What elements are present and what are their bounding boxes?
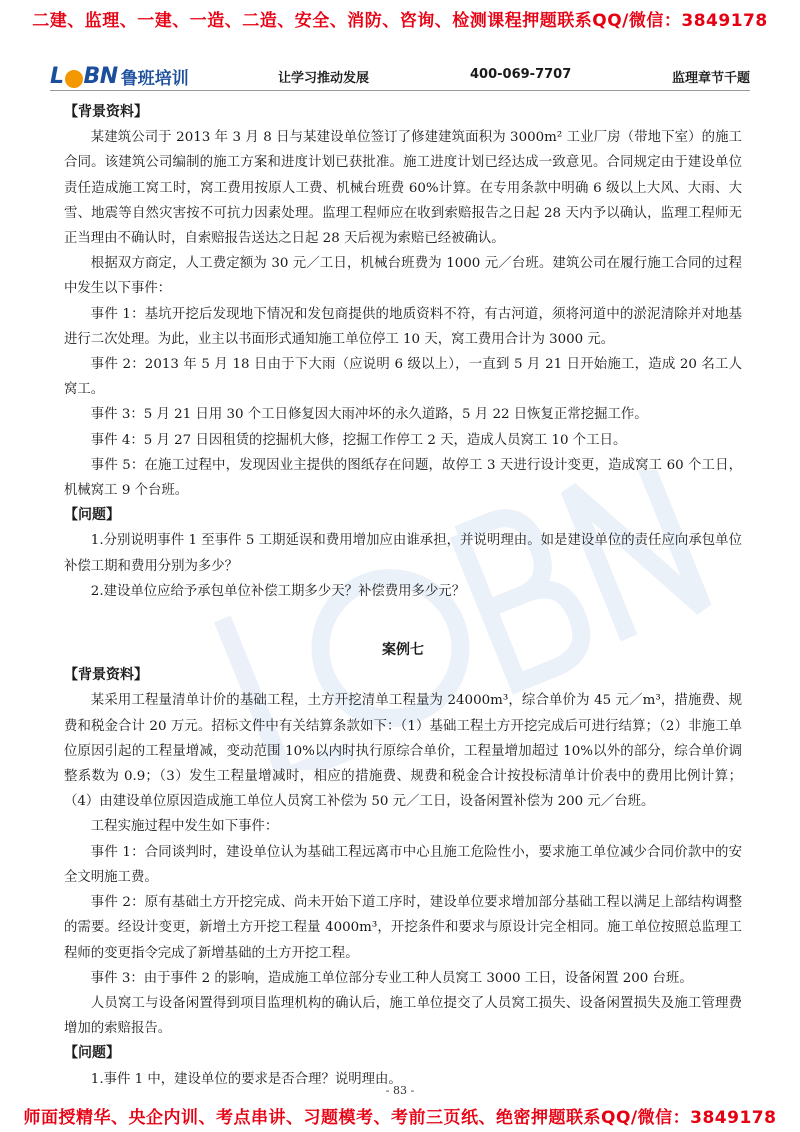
document-body [64, 100, 742, 1092]
page-number: - 83 - [385, 1084, 415, 1097]
logo-chinese: 鲁班培训 [120, 69, 189, 89]
case-title: 案例七 [382, 642, 424, 659]
header-phone: 400-069-7707 [470, 67, 572, 82]
section-heading: 【问题】 [64, 507, 120, 524]
header-slogan: 让学习推动发展 [278, 71, 370, 86]
section-heading: 【问题】 [64, 1045, 120, 1062]
question-item: 2.建设单位应给予承包单位补偿工期多少天？补偿费用多少元？ [90, 583, 466, 599]
section-heading: 【背景资料】 [64, 667, 148, 684]
lubang-logo [50, 64, 189, 89]
top-banner: 二建、监理、一建、一造、二造、安全、消防、咨询、检测课程押题联系QQ/微信：3849178 [32, 11, 768, 31]
paragraph: 人员窝工与设备闲置得到项目监理机构的确认后，施工单位提交了人员窝工损失、设备闲置损失及施工管理费增加的索赔报告。 [64, 995, 742, 1037]
bottom-banner: 师面授精华、央企内训、考点串讲、习题模考、考前三页纸、绝密押题联系QQ/微信：3849178 [23, 1108, 777, 1128]
logo-latin-rest: BN [83, 64, 118, 89]
question-item: 1.事件 1 中，建设单位的要求是否合理？说明理由。 [90, 1071, 402, 1087]
paragraph: 某建筑公司于 2013 年 3 月 8 日与某建设单位签订了修建建筑面积为 3000m² 工业厂房（带地下室）的施工合同。该建筑公司编制的施工方案和进度计划已获批准。施工进度计划已经达成一致意见。合同规定由于建设单位责任造成施工窝工时，窝工费用按原人工费、机械台班费 60%计算。在专用条款中明确 6 级以上大风、大雨、大雪、地震等自然灾害按不可抗力因素处理。监理工程师应在收到索赔报告之日起 28 天内予以确认，监理工程师无正当理由不确认时，自索赔报告送达之日起 28 天后视为索赔已经被确认。 [64, 130, 742, 247]
event-item: 事件 1：基坑开挖后发现地下情况和发包商提供的地质资料不符，有古河道，须将河道中的淤泥清除并对地基进行二次处理。为此，业主以书面形式通知施工单位停工 10 天，窝工费用合计为 3000 元。 [64, 306, 742, 347]
header-divider [50, 90, 750, 91]
paragraph: 某采用工程量清单计价的基础工程，土方开挖清单工程量为 24000m³，综合单价为 45 元／m³，措施费、规费和税金合计 20 万元。招标文件中有关结算条款如下：（1）基础工程土方开挖完成后可进行结算；（2）非施工单位原因引起的工程量增减，变动范围 10%以内时执行原综合单价，工程量增加超过 10%以外的部分，综合单价调整系数为 0.9；（3）发生工程量增减时，相应的措施费、规费和税金合计按投标清单计价表中的费用比例计算；（4）由建设单位原因造成施工单位人员窝工补偿为 50 元／工日，设备闲置补偿为 200 元／台班。 [64, 693, 742, 810]
event-item: 事件 1：合同谈判时，建设单位认为基础工程远离市中心且施工危险性小，要求施工单位减少合同价款中的安全文明施工费。 [64, 844, 742, 885]
event-item: 事件 4：5 月 27 日因租赁的挖掘机大修，挖掘工作停工 2 天，造成人员窝工 10 个工日。 [90, 432, 627, 448]
event-item: 事件 3：5 月 21 日用 30 个工日修复因大雨冲坏的永久道路，5 月 22 日恢复正常挖掘工作。 [90, 407, 648, 423]
logo-latin-first: L [50, 64, 64, 89]
logo-circle-icon [65, 70, 83, 88]
spacer [64, 604, 742, 638]
header-doc-label: 监理章节千题 [671, 71, 750, 86]
event-item: 事件 3：由于事件 2 的影响，造成施工单位部分专业工种人员窝工 3000 工日，设备闲置 200 台班。 [90, 970, 693, 986]
paragraph: 根据双方商定，人工费定额为 30 元／工日，机械台班费为 1000 元／台班。建筑公司在履行施工合同的过程中发生以下事件： [64, 256, 742, 297]
event-item: 事件 2：原有基础土方开挖完成、尚未开始下道工序时，建设单位要求增加部分基础工程以满足上部结构调整的需要。经设计变更，新增土方开挖工程量 4000m³，开挖条件和要求与原设计完全相同。施工单位按照总监理工程师的变更指令完成了新增基础的土方开挖工程。 [64, 895, 742, 961]
page-header [50, 64, 750, 88]
section-heading: 【背景资料】 [64, 104, 148, 120]
question-item: 1.分别说明事件 1 至事件 5 工期延误和费用增加应由谁承担，并说明理由。如是建设单位的责任应向承包单位补偿工期和费用分别为多少？ [64, 533, 742, 574]
event-item: 事件 5：在施工过程中，发现因业主提供的图纸存在问题，故停工 3 天进行设计变更，造成窝工 60 个工日，机械窝工 9 个台班。 [64, 457, 742, 499]
paragraph: 工程实施过程中发生如下事件： [90, 819, 279, 835]
event-item: 事件 2：2013 年 5 月 18 日由于下大雨（应说明 6 级以上），一直到 5 月 21 日开始施工，造成 20 名工人窝工。 [64, 357, 742, 398]
